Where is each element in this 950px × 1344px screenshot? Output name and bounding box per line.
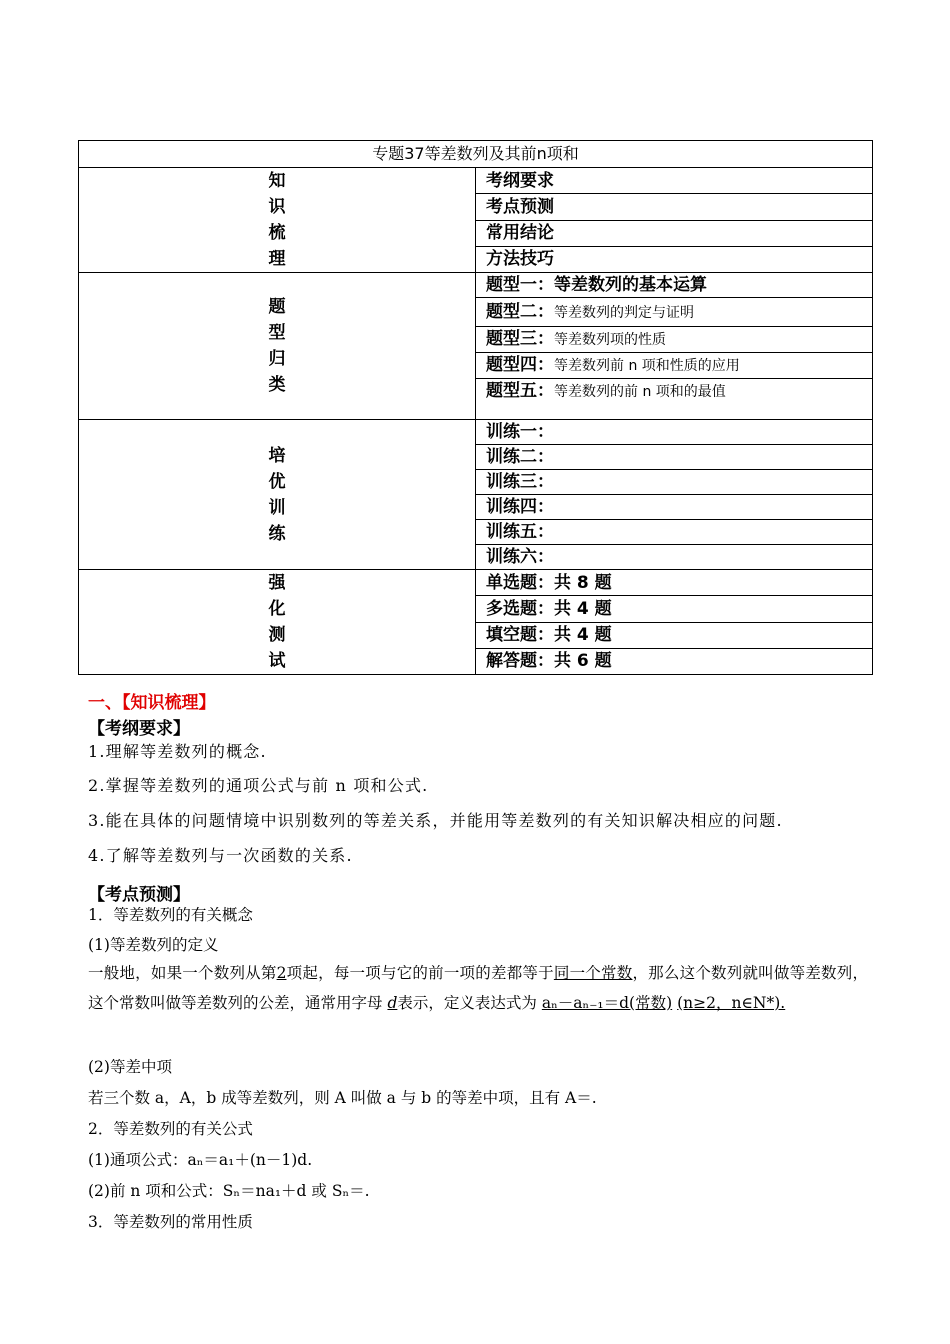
requirement-item: 2.掌握等差数列的通项公式与前 n 项和公式. bbox=[88, 776, 429, 795]
category-types: 题 型 归 类 bbox=[79, 273, 476, 420]
requirement-item: 4.了解等差数列与一次函数的关系. bbox=[88, 846, 353, 865]
outline-item: 常用结论 bbox=[476, 220, 873, 246]
category-tests: 强 化 测 试 bbox=[79, 570, 476, 675]
prediction-heading: 【考点预测】 bbox=[88, 885, 190, 905]
outline-item: 考点预测 bbox=[476, 194, 873, 220]
outline-item: 题型一：等差数列的基本运算 bbox=[476, 273, 873, 298]
outline-item: 考纲要求 bbox=[476, 168, 873, 194]
section-heading: 一、【知识梳理】 bbox=[88, 693, 216, 713]
paragraph: (1)等差数列的定义 bbox=[88, 936, 219, 954]
outline-item: 解答题：共 6 题 bbox=[476, 648, 873, 674]
definition-formula: aₙ－aₙ₋₁＝d(常数) bbox=[541, 994, 673, 1012]
outline-item: 训练五： bbox=[476, 520, 873, 545]
paragraph: 若三个数 a，A，b 成等差数列，则 A 叫做 a 与 b 的等差中项，且有 A＝. bbox=[88, 1089, 597, 1107]
outline-item: 题型三：等差数列项的性质 bbox=[476, 327, 873, 353]
paragraph: 3．等差数列的常用性质 bbox=[88, 1213, 253, 1231]
paragraph: 2．等差数列的有关公式 bbox=[88, 1120, 253, 1138]
outline-table bbox=[78, 140, 873, 675]
paragraph: 1．等差数列的有关概念 bbox=[88, 906, 253, 924]
requirement-item: 3.能在具体的问题情境中识别数列的等差关系，并能用等差数列的有关知识解决相应的问题. bbox=[88, 811, 783, 830]
outline-item: 训练二： bbox=[476, 445, 873, 470]
outline-item: 题型五：等差数列的前 n 项和的最值 bbox=[476, 379, 873, 420]
paragraph: (2)等差中项 bbox=[88, 1058, 172, 1076]
outline-item: 训练六： bbox=[476, 545, 873, 570]
table-title: 专题37等差数列及其前n项和 bbox=[79, 141, 873, 168]
definition-paragraph: 一般地，如果一个数列从第2项起，每一项与它的前一项的差都等于同一个常数，那么这个数列就叫做等差数列，这个常数叫做等差数列的公差，通常用字母 d表示，定义表达式为 aₙ－aₙ₋₁＝d(常数) (n≥2，n∈N*). bbox=[88, 964, 868, 1012]
requirements-heading: 【考纲要求】 bbox=[88, 719, 190, 739]
requirement-item: 1.理解等差数列的概念. bbox=[88, 742, 267, 761]
outline-item: 训练一： bbox=[476, 420, 873, 445]
category-knowledge: 知 识 梳 理 bbox=[79, 168, 476, 273]
outline-item: 题型四：等差数列前 n 项和性质的应用 bbox=[476, 353, 873, 379]
outline-item: 多选题：共 4 题 bbox=[476, 596, 873, 622]
outline-item: 单选题：共 8 题 bbox=[476, 570, 873, 596]
paragraph: (1)通项公式：aₙ＝a₁＋(n－1)d. bbox=[88, 1151, 313, 1169]
category-training: 培 优 训 练 bbox=[79, 420, 476, 570]
paragraph: (2)前 n 项和公式：Sₙ＝na₁＋d 或 Sₙ＝. bbox=[88, 1182, 370, 1200]
outline-item: 方法技巧 bbox=[476, 246, 873, 272]
outline-item: 训练四： bbox=[476, 495, 873, 520]
outline-item: 填空题：共 4 题 bbox=[476, 622, 873, 648]
outline-item: 训练三： bbox=[476, 470, 873, 495]
outline-item: 题型二：等差数列的判定与证明 bbox=[476, 298, 873, 327]
